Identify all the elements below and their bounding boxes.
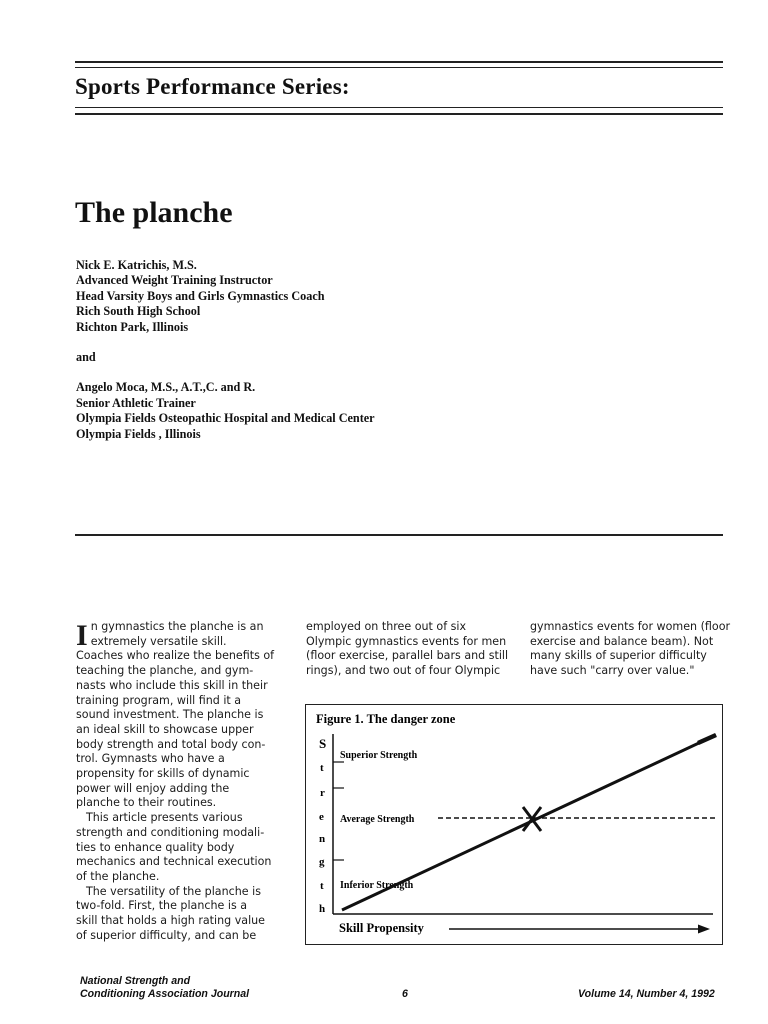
y-axis-letter: n xyxy=(319,833,326,845)
body-line: have such "carry over value." xyxy=(530,664,695,678)
body-line: This article presents various xyxy=(86,811,243,825)
y-axis-letter: t xyxy=(320,880,324,892)
author-1-institution: Rich South High School xyxy=(76,304,201,319)
body-line: propensity for skills of dynamic xyxy=(76,767,250,781)
body-line: sound investment. The planche is xyxy=(76,708,264,722)
body-line: strength and conditioning modali- xyxy=(76,825,265,839)
author-2-role: Senior Athletic Trainer xyxy=(76,395,196,410)
y-axis-letter: t xyxy=(320,762,324,774)
body-line: rings), and two out of four Olympic xyxy=(306,664,501,678)
body-line: exercise and balance beam). Not xyxy=(530,634,714,648)
body-line: Coaches who realize the benefits of xyxy=(76,649,275,663)
header-rule-bottom-2 xyxy=(75,113,723,115)
figure-danger-zone xyxy=(305,704,723,945)
body-line: many skills of superior difficulty xyxy=(530,649,707,663)
level-label-average: Average Strength xyxy=(340,814,415,825)
series-title: Sports Performance Series: xyxy=(75,74,350,99)
body-column-2 xyxy=(306,620,509,679)
author-1-role-2: Head Varsity Boys and Girls Gymnastics Coach xyxy=(76,288,325,303)
author-2-institution: Olympia Fields Osteopathic Hospital and Medical Center xyxy=(76,411,375,426)
body-line: (floor exercise, parallel bars and still xyxy=(306,649,509,663)
body-line: skill that holds a high rating value xyxy=(76,914,266,928)
body-line: training program, will find it a xyxy=(76,693,242,707)
x-axis-arrow-head xyxy=(698,925,710,934)
body-line: power will enjoy adding the xyxy=(76,781,230,795)
footer-journal-line-1: National Strength and xyxy=(80,975,191,987)
body-line: two-fold. First, the planche is a xyxy=(76,899,248,913)
author-1-role: Advanced Weight Training Instructor xyxy=(76,273,273,288)
body-line: mechanics and technical execution xyxy=(76,855,272,869)
author-2-name: Angelo Moca, M.S., A.T.,C. and R. xyxy=(76,380,256,395)
body-column-3 xyxy=(530,620,731,679)
author-block xyxy=(76,258,375,442)
body-line: ties to enhance quality body xyxy=(76,840,235,854)
body-line: of the planche. xyxy=(76,869,160,883)
footer-volume: Volume 14, Number 4, 1992 xyxy=(578,988,715,1000)
drop-cap: I xyxy=(76,619,88,652)
figure-caption: Figure 1. The danger zone xyxy=(316,712,456,726)
body-line: The versatility of the planche is xyxy=(86,884,261,898)
header-rule-top xyxy=(75,61,723,63)
header-rule-top-2 xyxy=(75,67,723,68)
level-label-inferior: Inferior Strength xyxy=(340,880,414,891)
author-conjunction: and xyxy=(76,350,96,365)
body-line: Olympic gymnastics events for men xyxy=(306,634,507,648)
author-2-location: Olympia Fields , Illinois xyxy=(76,426,201,441)
y-axis-letter: h xyxy=(319,903,326,915)
body-line: an ideal skill to showcase upper xyxy=(76,722,254,736)
level-label-superior: Superior Strength xyxy=(340,750,418,761)
body-line: n gymnastics the planche is an xyxy=(90,620,264,633)
x-axis-label: Skill Propensity xyxy=(339,921,424,935)
author-1-location: Richton Park, Illinois xyxy=(76,319,189,334)
y-axis-letter: g xyxy=(319,856,325,868)
body-line: employed on three out of six xyxy=(306,620,467,633)
header-rule-bottom xyxy=(75,107,723,108)
body-line: extremely versatile skill. xyxy=(90,634,227,648)
body-line: teaching the planche, and gym- xyxy=(76,664,254,678)
y-axis-letter: e xyxy=(319,811,324,823)
footer-journal xyxy=(80,975,249,1001)
body-line: of superior difficulty, and can be xyxy=(76,928,257,942)
body-line: planche to their routines. xyxy=(76,796,217,810)
body-column-1 xyxy=(76,620,278,943)
section-divider xyxy=(75,534,723,536)
y-axis-letter: S xyxy=(319,736,327,751)
body-line: trol. Gymnasts who have a xyxy=(76,752,225,766)
propensity-trend-line-head xyxy=(698,735,716,743)
page-number: 6 xyxy=(402,988,408,1000)
footer-journal-line-2: Conditioning Association Journal xyxy=(80,988,250,1000)
article-title: The planche xyxy=(75,196,233,229)
author-1-name: Nick E. Katrichis, M.S. xyxy=(76,258,197,272)
y-axis-letter: r xyxy=(320,787,325,799)
body-line: nasts who include this skill in their xyxy=(76,678,268,692)
body-line: body strength and total body con- xyxy=(76,737,266,751)
body-line: gymnastics events for women (floor xyxy=(530,620,731,633)
